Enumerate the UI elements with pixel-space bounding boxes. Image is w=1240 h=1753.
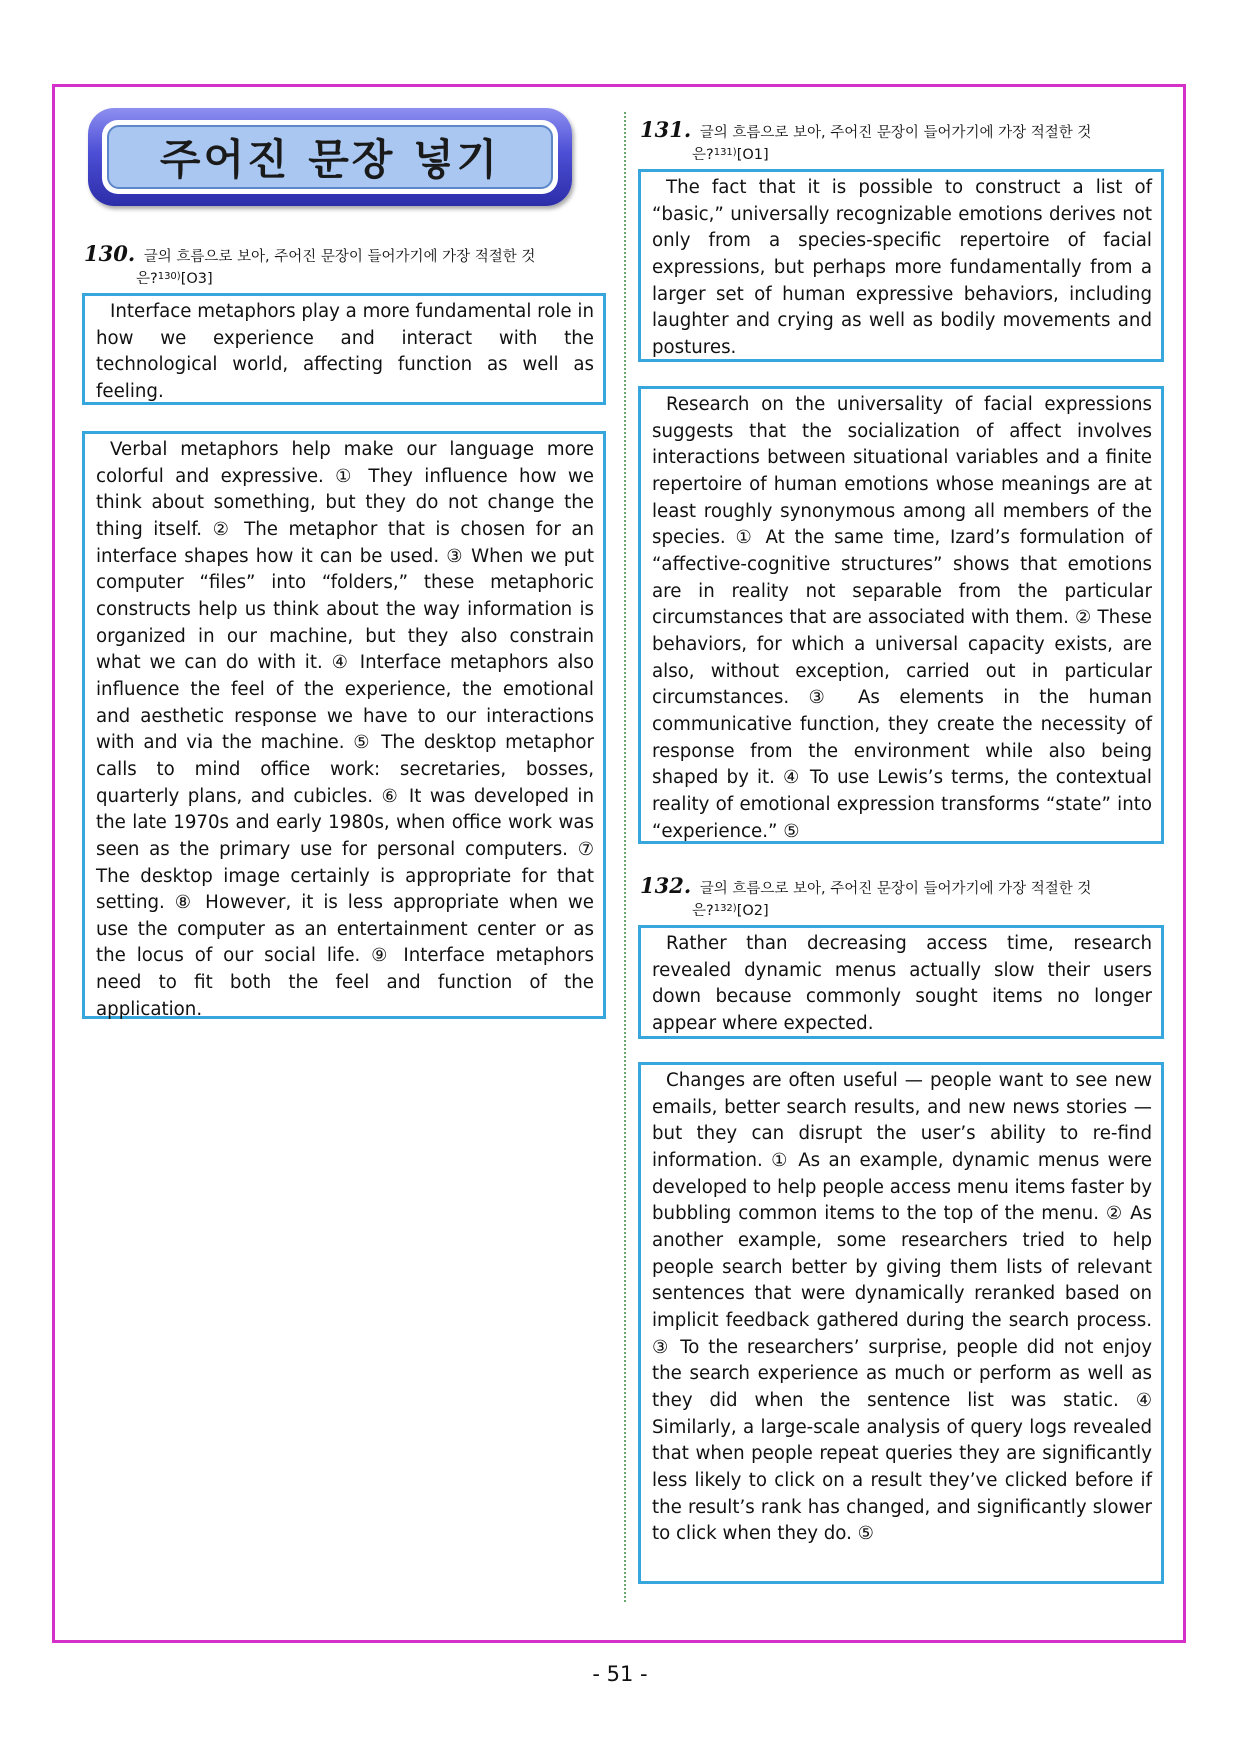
title-banner xyxy=(88,108,572,206)
question-132-passage: Changes are often useful — people want to see new emails, better search results, and new news stories — but they can disrupt the user’s ability to re-find information. ① As an example, dynamic menus were developed to help people access menu items faster by bubbling common items to the top of the menu. ② As another example, some researchers tried to help people search better by giving them lists of relevant sentences that were dynamically reranked based on implicit feedback gathered during the search process. ③ To the researchers’ surprise, people did not enjoy the search experience as much or perform as well as they did when the sentence list was static. ④ Similarly, a large-scale analysis of query logs revealed that when people repeat queries they are significantly less likely to click on a result they’ve clicked before if the result’s rank has changed, and significantly slower to click when they do. ⑤ xyxy=(638,1062,1164,1584)
question-number: 132. xyxy=(640,873,692,898)
question-130-passage: Verbal metaphors help make our language more colorful and expressive. ① They influence how we think about something, but they do not change the thing itself. ② The metaphor that is chosen for an interface shapes how it can be used. ③ When we put computer “files” into “folders,” these metaphoric constructs help us think about the way information is organized in our machine, but they also constrain what we can do with it. ④ Interface metaphors also influence the feel of the experience, the emotional and aesthetic response we have to our interactions with and via the machine. ⑤ The desktop metaphor calls to mind office work: secretaries, bosses, quarterly plans, and cubicles. ⑥ It was developed in the late 1970s and early 1980s, when office work was seen as the primary use for personal computers. ⑦ The desktop image certainly is appropriate for that setting. ⑧ However, it is less appropriate when we use the computer as an entertainment center or as the locus of our social life. ⑨ Interface metaphors need to fit both the feel and function of the application. xyxy=(82,431,606,1019)
question-code: [O2] xyxy=(736,903,769,919)
footnote-mark: 132) xyxy=(713,903,737,914)
question-code: [O1] xyxy=(736,147,769,163)
question-code: [O3] xyxy=(180,271,213,287)
footnote-mark: 131) xyxy=(713,147,737,158)
question-131-passage: Research on the universality of facial expressions suggests that the socialization of affect involves interactions between situational variables and a finite repertoire of human emotions whose meanings are at least roughly synonymous among all members of the species. ① At the same time, Izard’s formulation of “affective-cognitive structures” shows that emotions are in reality not separable from the particular circumstances that are associated with them. ② These behaviors, for which a universal capacity exists, are also, without exception, carried out in particular circumstances. ③ As elements in the human communicative function, they create the necessity of response from the environment while also being shaped by it. ④ To use Lewis’s terms, the contextual reality of emotional expression transforms “state” into “experience.” ⑤ xyxy=(638,386,1164,844)
question-130-given-sentence: Interface metaphors play a more fundamental role in how we experience and interact with the technological world, affecting function as well as feeling. xyxy=(82,293,606,405)
question-prompt: 글의 흐름으로 보아, 주어진 문장이 들어가기에 가장 적절한 것 xyxy=(699,881,1092,897)
question-130-prompt: 130. 글의 흐름으로 보아, 주어진 문장이 들어가기에 가장 적절한 것 은?$^{130)}$[O3] xyxy=(84,241,536,287)
footnote-mark: 130) xyxy=(157,271,181,282)
question-132-given-sentence: Rather than decreasing access time, research revealed dynamic menus actually slow their users down because commonly sought items no longer appear where expected. xyxy=(638,925,1164,1039)
page-title: 주어진 문장 넣기 xyxy=(159,135,501,184)
question-132-prompt: 132. 글의 흐름으로 보아, 주어진 문장이 들어가기에 가장 적절한 것 은?$^{132)}$[O2] xyxy=(640,873,1092,919)
column-divider xyxy=(624,112,626,1602)
page-number: - 51 - xyxy=(592,1662,648,1686)
question-number: 131. xyxy=(640,117,692,142)
question-prompt: 글의 흐름으로 보아, 주어진 문장이 들어가기에 가장 적절한 것 xyxy=(699,125,1092,141)
question-131-prompt: 131. 글의 흐름으로 보아, 주어진 문장이 들어가기에 가장 적절한 것 은?$^{131)}$[O1] xyxy=(640,117,1092,163)
question-prompt: 글의 흐름으로 보아, 주어진 문장이 들어가기에 가장 적절한 것 xyxy=(143,249,536,265)
question-number: 130. xyxy=(84,241,136,266)
question-131-given-sentence: The fact that it is possible to construct a list of “basic,” universally recognizable emotions derives not only from a species-specific repertoire of facial expressions, but perhaps more fundamentally from a larger set of human expressive behaviors, including laughter and crying as well as bodily movements and postures. xyxy=(638,169,1164,362)
